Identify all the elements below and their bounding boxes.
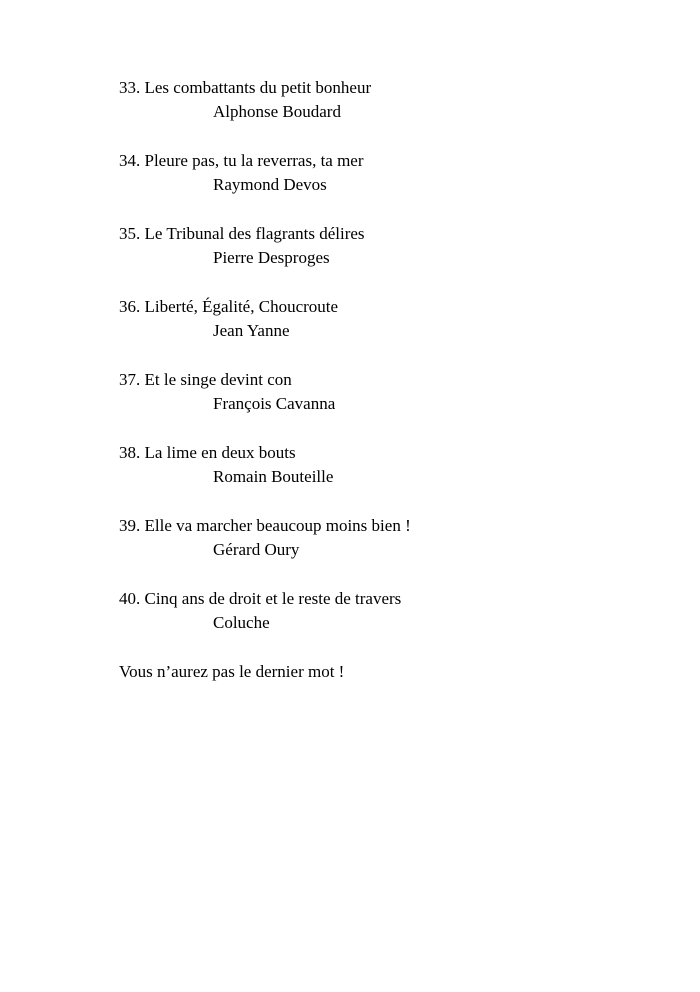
entry-author: Raymond Devos xyxy=(213,175,327,194)
list-item xyxy=(119,587,679,660)
entry-title: 40. Cinq ans de droit et le reste de travers xyxy=(119,589,402,608)
list-item xyxy=(119,514,679,587)
list-item xyxy=(119,441,679,514)
entry-title: 38. La lime en deux bouts xyxy=(119,443,296,462)
entry-title: 34. Pleure pas, tu la reverras, ta mer xyxy=(119,151,364,170)
entry-title: 37. Et le singe devint con xyxy=(119,370,292,389)
list-item xyxy=(119,295,679,368)
entry-title: 36. Liberté, Égalité, Choucroute xyxy=(119,297,339,316)
entry-author: Gérard Oury xyxy=(213,540,300,559)
list-item xyxy=(119,149,679,222)
entry-list xyxy=(119,76,679,684)
entry-author: François Cavanna xyxy=(213,394,336,413)
entry-title: 39. Elle va marcher beaucoup moins bien ! xyxy=(119,516,411,535)
list-item xyxy=(119,368,679,441)
entry-author: Coluche xyxy=(213,613,270,632)
closing-line: Vous n’aurez pas le dernier mot ! xyxy=(119,662,345,681)
entry-author: Jean Yanne xyxy=(213,321,290,340)
list-item xyxy=(119,222,679,295)
entry-author: Alphonse Boudard xyxy=(213,102,341,121)
entry-title: 35. Le Tribunal des flagrants délires xyxy=(119,224,365,243)
entry-author: Romain Bouteille xyxy=(213,467,334,486)
list-item xyxy=(119,76,679,149)
entry-title: 33. Les combattants du petit bonheur xyxy=(119,78,372,97)
entry-author: Pierre Desproges xyxy=(213,248,330,267)
